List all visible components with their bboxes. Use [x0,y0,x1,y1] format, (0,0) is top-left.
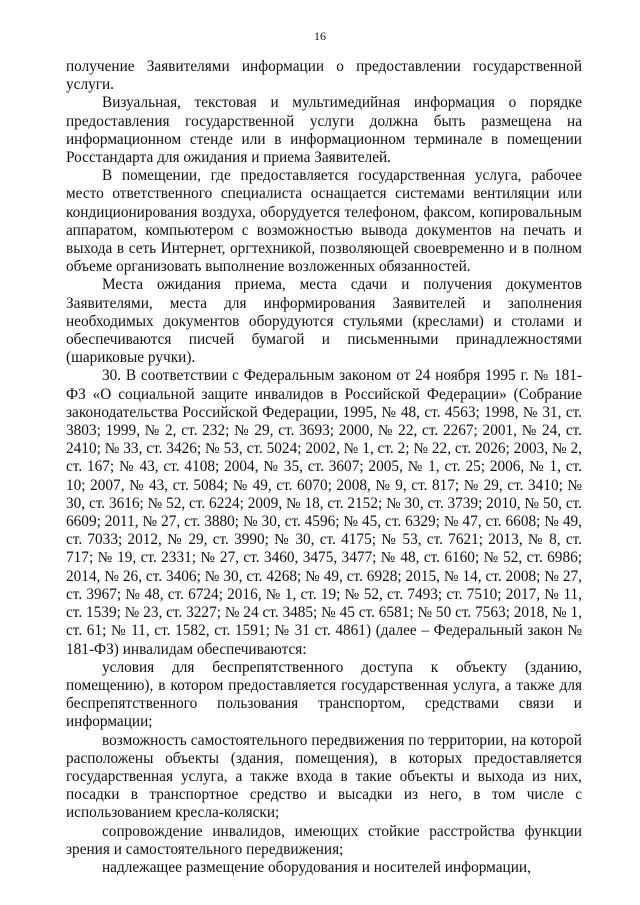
paragraph-waiting-areas: Места ожидания приема, места сдачи и получения документов Заявителями, места для информирования Заявителей и заполнения необходимых документов оборудуются стульями (креслами) и столами и обеспечиваются писчей бумагой и письменными принадлежностями (шариковые ручки). [66,276,582,367]
paragraph-access-conditions: условия для беспрепятственного доступа к объекту (зданию, помещению), в котором предоставляется государственная услуга, а также для беспрепятственного пользования транспортом, средствами связи и информации; [66,658,582,731]
paragraph-independent-movement: возможность самостоятельного передвижения по территории, на которой расположены объекты (здания, помещения), в которых предоставляется государственная услуга, а также входа в такие объекты и выхода из них, посадки в транспортное средство и высадки из него, в том числе с использованием кресла-коляски; [66,731,582,822]
paragraph-visual-information: Визуальная, текстовая и мультимедийная информация о порядке предоставления государственной услуги должна быть размещена на информационном стенде или в информационном терминале в помещении Росстандарта для ожидания и приема Заявителей. [66,94,582,167]
paragraph-equipment-placement: надлежащее размещение оборудования и носителей информации, [102,858,531,876]
page-number: 16 [314,29,326,43]
paragraph-escort: сопровождение инвалидов, имеющих стойкие расстройства функции зрения и самостоятельного передвижения; [66,822,582,858]
paragraph-specialist-workplace: В помещении, где предоставляется государственная услуга, рабочее место ответственного специалиста оснащается системами вентиляции или кондиционирования воздуха, оборудуется телефоном, факсом, копировальным аппаратом, компьютером с возможностью вывода документов на печать и выхода в сеть Интернет, оргтехникой, позволяющей своевременно и в полном объеме организовать выполнение возложенных обязанностей. [66,167,582,276]
document-body [66,58,582,877]
paragraph-clause-30: 30. В соответствии с Федеральным законом от 24 ноября 1995 г. № 181-ФЗ «О социальной защите инвалидов в Российской Федерации» (Собрание законодательства Российской Федерации, 1995, № 48, ст. 4563; 1998, № 31, ст. 3803; 1999, № 2, ст. 232; № 29, ст. 3693; 2000, № 22, ст. 2267; 2001, № 24, ст. 2410; № 33, ст. 3426; № 53, ст. 5024; 2002, № 1, ст. 2; № 22, ст. 2026; 2003, № 2, ст. 167; № 43, ст. 4108; 2004, № 35, ст. 3607; 2005, № 1, ст. 25; 2006, № 1, ст. 10; 2007, № 43, ст. 5084; № 49, ст. 6070; 2008, № 9, ст. 817; № 29, ст. 3410; № 30, ст. 3616; № 52, ст. 6224; 2009, № 18, ст. 2152; № 30, ст. 3739; 2010, № 50, ст. 6609; 2011, № 27, ст. 3880; № 30, ст. 4596; № 45, ст. 6329; № 47, ст. 6608; № 49, ст. 7033; 2012, № 29, ст. 3990; № 30, ст. 4175; № 53, ст. 7621; 2013, № 8, ст. 717; № 19, ст. 2331; № 27, ст. 3460, 3475, 3477; № 48, ст. 6160; № 52, ст. 6986; 2014, № 26, ст. 3406; № 30, ст. 4268; № 49, ст. 6928; 2015, № 14, ст. 2008; № 27, ст. 3967; № 48, ст. 6724; 2016, № 1, ст. 19; № 52, ст. 7493; ст. 7510; 2017, № 11, ст. 1539; № 23, ст. 3227; № 24 ст. 3485; № 45 ст. 6581; № 50 ст. 7563; 2018, № 1, ст. 61; № 11, ст. 1582, ст. 1591; № 31 ст. 4861) (далее – Федеральный закон № 181-ФЗ) инвалидам обеспечиваются: [66,367,582,658]
paragraph-continuation: получение Заявителями информации о предоставлении государственной услуги. [66,58,582,94]
